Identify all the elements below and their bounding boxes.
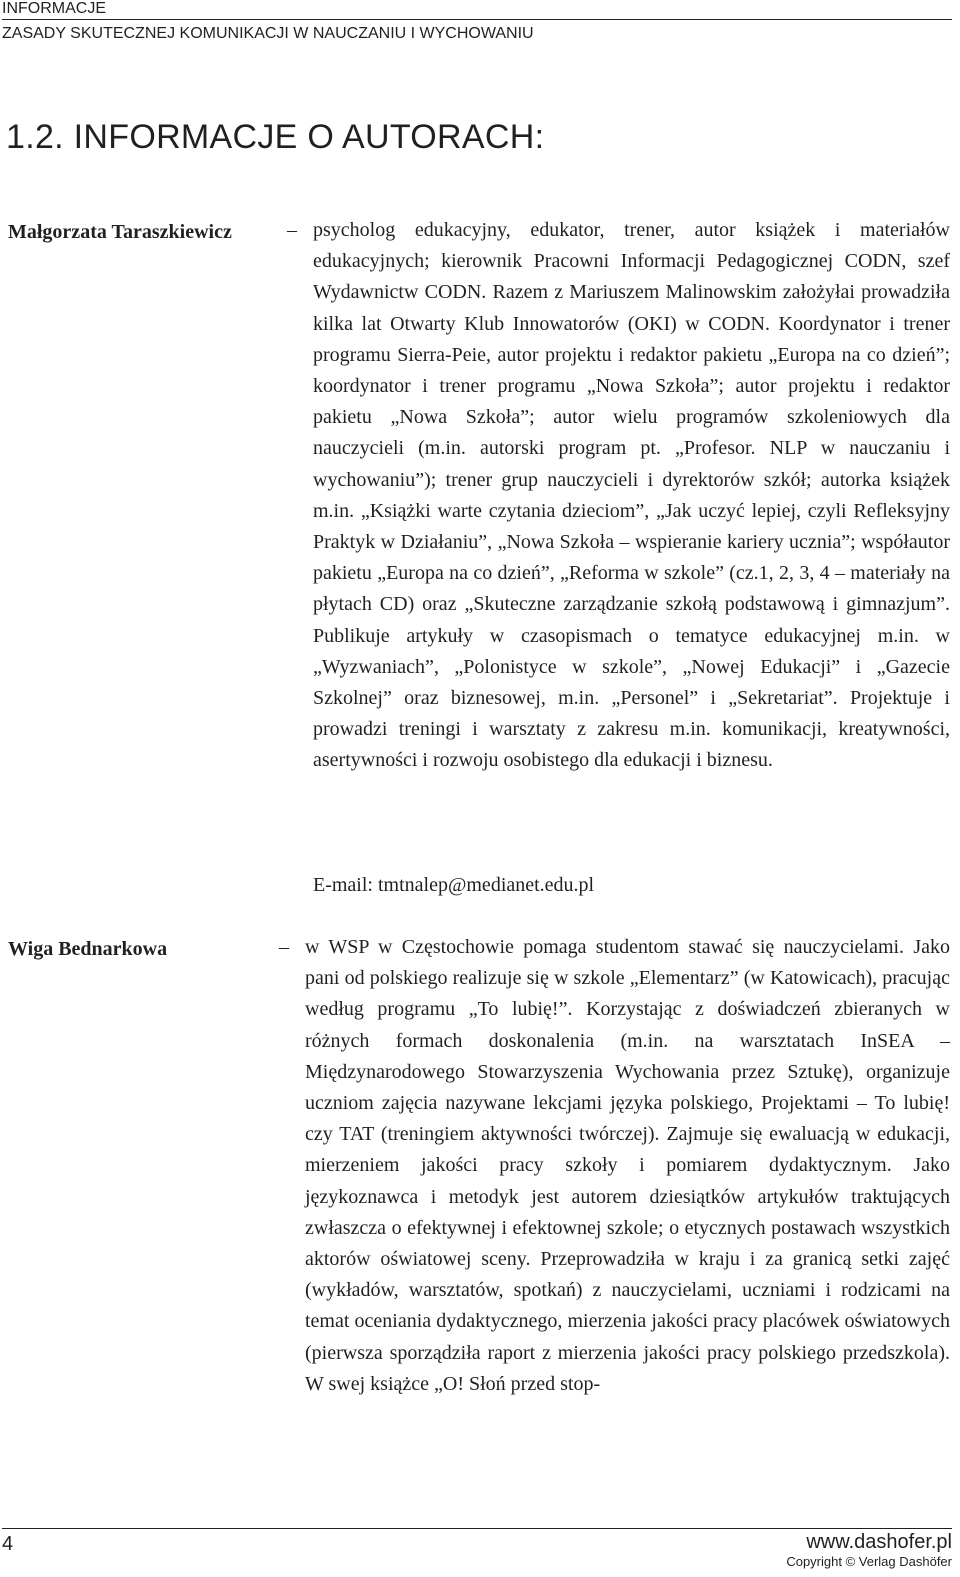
author-name-taraszkiewicz: Małgorzata Taraszkiewicz <box>8 221 232 243</box>
author-email-taraszkiewicz: E-mail: tmtnalep@medianet.edu.pl <box>313 874 595 896</box>
copyright-notice: Copyright © Verlag Dashöfer <box>786 1554 952 1569</box>
bio-dash: – <box>287 219 297 241</box>
bio-dash: – <box>279 936 289 958</box>
section-title: 1.2. INFORMACJE O AUTORACH: <box>6 118 545 156</box>
section-label: INFORMACJE <box>2 0 952 20</box>
website-link[interactable]: www.dashofer.pl <box>806 1531 952 1553</box>
author-name-bednarkowa: Wiga Bednarkowa <box>8 938 168 960</box>
footer-rule <box>2 1528 952 1529</box>
bio-text: psycholog edukacyjny, edukator, trener, autor książek i materiałów edukacyjnych; kierownik Pracowni Informacji Pedagogicznej CODN, szef Wydawnictw CODN. Razem z Mariuszem Malinowskim założyłai prowadziła kilka lat Otwarty Klub Innowatorów (OKI) w CODN. Koordynator i trener programu Sierra-Peie, autor projektu i redaktor pakietu „Europa na co dzień”; koordynator i trener programu „Nowa Szkoła”; autor projektu i redaktor pakietu „Nowa Szkoła”; autor wielu programów szkoleniowych dla nauczycieli (m.in. autorski program pt. „Profesor. NLP w nauczaniu i wychowaniu”); trener grup nauczycieli i dyrektorów szkół; autorka książek m.in. „Książki warte czytania dzieciom”, „Jak uczyć lepiej, czyli Refleksyjny Praktyk w Działaniu”, „Nowa Szkoła – wspieranie kariery ucznia”; współautor pakietu „Europa na co dzień”, „Reforma w szkole” (cz.1, 2, 3, 4 – materiały na płytach CD) oraz „Skuteczne zarządzanie szkołą podstawową i gimnazjum”. Publikuje artykuły w czasopismach o tematyce edukacyjnej m.in. w „Wyzwaniach”, „Polonistyce w szkole”, „Nowej Edukacji” i „Gazecie Szkolnej” oraz biznesowej, m.in. „Personel” i „Sekretariat”. Projektuje i prowadzi treningi i warsztaty z zakresu m.in. komunikacji, kreatywności, asertywności i rozwoju osobistego dla edukacji i biznesu. <box>313 219 950 772</box>
running-header <box>2 0 952 44</box>
page-number: 4 <box>2 1533 14 1555</box>
author-bio-bednarkowa <box>279 932 950 1400</box>
bio-text: w WSP w Częstochowie pomaga studentom stawać się nauczycielami. Jako pani od polskiego realizuje się w szkole „Elementarz” (w Katowicach), pracując według programu „To lubię!”. Korzystając z doświadczeń zbieranych w różnych formach doskonalenia (m.in. na warsztatach InSEA – Międzynarodowego Stowarzyszenia Wychowania przez Sztukę), organizuje uczniom zajęcia nazywane lekcjami języka polskiego, Projektami – To lubię! czy TAT (treningiem aktywności twórczej). Zajmuje się ewaluacją w edukacji, mierzeniem jakości pracy szkoły i pomiarem dydaktycznym. Jako językoznawca i metodyk jest autorem dziesiątków artykułów traktujących zwłaszcza o efektywnej i efektownej szkole; o etycznych postawach wszystkich aktorów oświatowej sceny. Przeprowadziła w kraju i za granicą setki zajęć (wykładów, warsztatów, spotkań) z nauczycielami, uczniami i rodzicami na temat oceniania dydaktycznego, mierzenia jakości pracy placówek oświatowych (pierwsza sporządziła raport z mierzenia jakości pracy polskiego przedszkola). W swej książce „O! Słoń przed stop- <box>305 936 950 1395</box>
author-bio-taraszkiewicz <box>287 215 950 777</box>
publication-title: ZASADY SKUTECZNEJ KOMUNIKACJI W NAUCZANIU I WYCHOWANIU <box>2 25 534 42</box>
